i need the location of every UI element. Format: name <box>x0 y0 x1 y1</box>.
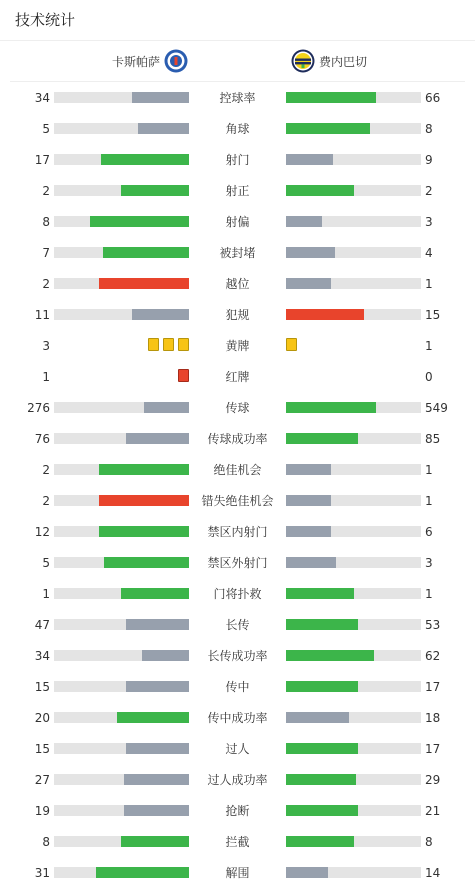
away-stat-value: 66 <box>425 91 441 105</box>
away-stat-bar <box>286 681 421 692</box>
stat-label: 门将扑救 <box>213 587 262 601</box>
away-stat-value: 3 <box>425 215 433 229</box>
yellow-card-icon <box>163 338 174 351</box>
home-stat-value: 8 <box>42 215 50 229</box>
home-stat-value: 7 <box>42 246 50 260</box>
away-stat-bar-fill <box>286 123 370 134</box>
home-stat-bar <box>54 185 189 196</box>
away-stat-bar <box>286 619 421 630</box>
home-stat-bar-fill <box>124 805 189 816</box>
home-stat-bar-fill <box>132 92 189 103</box>
stat-label: 射偏 <box>225 215 250 229</box>
away-stat-value: 2 <box>425 184 433 198</box>
stat-row <box>0 671 475 702</box>
stat-row <box>0 764 475 795</box>
away-stat-value: 8 <box>425 835 433 849</box>
home-stat-bar <box>54 557 189 568</box>
away-stat-value: 18 <box>425 711 441 725</box>
stat-row <box>0 423 475 454</box>
home-stat-bar <box>54 402 189 413</box>
home-stat-bar-fill <box>99 495 189 506</box>
home-stat-value: 17 <box>34 153 50 167</box>
stat-label: 过人 <box>225 742 250 756</box>
away-stat-bar <box>286 712 421 723</box>
home-stat-bar-fill <box>121 588 189 599</box>
stat-label: 射门 <box>225 153 250 167</box>
away-stat-bar-fill <box>286 154 333 165</box>
home-stat-bar-fill <box>90 216 189 227</box>
home-stat-bar <box>54 774 189 785</box>
yellow-card-icon <box>286 338 297 351</box>
stat-label: 长传 <box>225 618 250 632</box>
home-stat-bar-fill <box>142 650 189 661</box>
stat-row <box>0 237 475 268</box>
home-stat-value: 34 <box>34 91 50 105</box>
home-stat-value: 12 <box>34 525 50 539</box>
away-stat-bar-fill <box>286 743 358 754</box>
away-stat-bar-fill <box>286 92 376 103</box>
home-stat-value: 15 <box>34 680 50 694</box>
away-stat-bar-fill <box>286 836 354 847</box>
home-stat-bar-fill <box>99 278 189 289</box>
home-team-name: 卡斯帕萨 <box>111 54 160 69</box>
away-stat-value: 62 <box>425 649 441 663</box>
away-stat-value: 549 <box>425 401 448 415</box>
away-stat-bar-fill <box>286 588 354 599</box>
away-stat-bar <box>286 402 421 413</box>
away-stat-bar-fill <box>286 774 356 785</box>
home-stat-bar-fill <box>99 464 189 475</box>
away-stat-bar-fill <box>286 712 349 723</box>
away-stat-value: 15 <box>425 308 441 322</box>
away-stat-bar-fill <box>286 433 358 444</box>
away-stat-bar-fill <box>286 526 331 537</box>
away-stat-bar <box>286 526 421 537</box>
stat-row <box>0 268 475 299</box>
away-stat-bar-fill <box>286 464 331 475</box>
stat-row <box>0 516 475 547</box>
away-stat-value: 6 <box>425 525 433 539</box>
home-yellow-cards <box>148 338 189 352</box>
stat-label: 犯规 <box>225 308 250 322</box>
stat-row <box>0 299 475 330</box>
stat-row <box>0 454 475 485</box>
away-stat-value: 17 <box>425 680 441 694</box>
home-stat-value: 27 <box>34 773 50 787</box>
home-stat-bar <box>54 867 189 878</box>
home-stat-value: 31 <box>34 866 50 880</box>
home-stat-bar <box>54 650 189 661</box>
home-stat-bar-fill <box>126 743 189 754</box>
away-stat-bar <box>286 278 421 289</box>
stat-label: 禁区外射门 <box>207 556 268 570</box>
away-stat-value: 85 <box>425 432 441 446</box>
stat-row <box>0 826 475 857</box>
home-stat-bar-fill <box>121 836 189 847</box>
home-stat-bar <box>54 216 189 227</box>
home-stat-value: 5 <box>42 556 50 570</box>
home-stat-bar-fill <box>99 526 189 537</box>
away-team-name: 费内巴切 <box>319 54 368 69</box>
away-stat-bar <box>286 247 421 258</box>
home-stat-bar-fill <box>144 402 189 413</box>
away-stat-bar <box>286 92 421 103</box>
away-stat-value: 17 <box>425 742 441 756</box>
home-red-cards <box>178 369 189 383</box>
yellow-card-icon <box>148 338 159 351</box>
home-stat-bar <box>54 526 189 537</box>
away-stat-bar <box>286 774 421 785</box>
stat-row <box>0 547 475 578</box>
stat-row <box>0 640 475 671</box>
away-stat-bar <box>286 123 421 134</box>
kasimpasa-crest-icon <box>164 49 188 73</box>
away-stat-value: 0 <box>425 370 433 384</box>
stat-label: 过人成功率 <box>207 773 268 787</box>
stat-label: 被封堵 <box>219 246 256 260</box>
away-stat-value: 29 <box>425 773 441 787</box>
away-stat-value: 21 <box>425 804 441 818</box>
away-team[interactable] <box>291 41 367 81</box>
home-stat-bar <box>54 495 189 506</box>
home-stat-bar-fill <box>126 619 189 630</box>
away-stat-value: 14 <box>425 866 441 880</box>
stat-label: 传中 <box>225 680 250 694</box>
home-stat-bar-fill <box>121 185 189 196</box>
stat-label: 错失绝佳机会 <box>201 494 274 508</box>
away-stat-bar <box>286 650 421 661</box>
home-stat-bar <box>54 92 189 103</box>
home-stat-value: 11 <box>34 308 50 322</box>
home-stat-value: 47 <box>34 618 50 632</box>
home-stat-value: 15 <box>34 742 50 756</box>
home-stat-value: 8 <box>42 835 50 849</box>
away-stat-value: 4 <box>425 246 433 260</box>
stat-label: 黄牌 <box>225 339 250 353</box>
away-stat-value: 8 <box>425 122 433 136</box>
stat-row <box>0 361 475 392</box>
home-stat-value: 2 <box>42 494 50 508</box>
home-stat-bar <box>54 712 189 723</box>
home-stat-bar <box>54 805 189 816</box>
home-stat-bar-fill <box>104 557 189 568</box>
home-stat-bar-fill <box>126 681 189 692</box>
away-stat-bar <box>286 185 421 196</box>
stat-row <box>0 795 475 826</box>
home-stat-value: 20 <box>34 711 50 725</box>
stat-row <box>0 485 475 516</box>
away-stat-bar-fill <box>286 681 358 692</box>
stat-label: 拦截 <box>225 835 250 849</box>
home-stat-bar-fill <box>117 712 189 723</box>
stat-label: 解围 <box>225 866 250 880</box>
stat-label: 绝佳机会 <box>213 463 262 477</box>
home-stat-bar-fill <box>126 433 189 444</box>
stat-row <box>0 175 475 206</box>
yellow-card-icon <box>178 338 189 351</box>
stat-label: 红牌 <box>225 370 250 384</box>
away-stat-bar-fill <box>286 278 331 289</box>
stat-label: 射正 <box>225 184 250 198</box>
away-stat-bar <box>286 867 421 878</box>
away-stat-bar-fill <box>286 216 322 227</box>
away-stat-bar-fill <box>286 867 328 878</box>
stat-row <box>0 82 475 113</box>
home-stat-value: 34 <box>34 649 50 663</box>
away-stat-bar <box>286 464 421 475</box>
away-stat-bar <box>286 836 421 847</box>
home-stat-bar <box>54 588 189 599</box>
fenerbahce-crest-icon <box>291 49 315 73</box>
home-stat-value: 1 <box>42 370 50 384</box>
home-stat-bar <box>54 464 189 475</box>
stat-row <box>0 144 475 175</box>
home-stat-bar <box>54 743 189 754</box>
stat-label: 越位 <box>225 277 250 291</box>
home-stat-value: 3 <box>42 339 50 353</box>
stat-label: 禁区内射门 <box>207 525 268 539</box>
home-stat-value: 276 <box>27 401 50 415</box>
away-stat-bar <box>286 154 421 165</box>
home-stat-bar <box>54 433 189 444</box>
stat-label: 角球 <box>225 122 250 136</box>
home-stat-value: 2 <box>42 463 50 477</box>
home-stat-value: 76 <box>34 432 50 446</box>
home-stat-bar <box>54 278 189 289</box>
stat-label: 抢断 <box>225 804 250 818</box>
home-stat-bar <box>54 247 189 258</box>
away-stat-value: 1 <box>425 494 433 508</box>
away-stat-bar <box>286 495 421 506</box>
home-stat-bar-fill <box>101 154 189 165</box>
stat-row <box>0 206 475 237</box>
away-stat-bar-fill <box>286 185 354 196</box>
away-stat-value: 1 <box>425 463 433 477</box>
away-stat-value: 1 <box>425 339 433 353</box>
stat-row <box>0 330 475 361</box>
away-yellow-cards <box>286 338 297 352</box>
home-stat-bar <box>54 154 189 165</box>
away-stat-bar <box>286 557 421 568</box>
away-stat-value: 53 <box>425 618 441 632</box>
home-stat-bar <box>54 123 189 134</box>
home-stat-bar-fill <box>96 867 189 878</box>
away-stat-value: 1 <box>425 587 433 601</box>
away-stat-bar-fill <box>286 495 331 506</box>
stat-label: 控球率 <box>219 91 256 105</box>
stat-row <box>0 392 475 423</box>
team-header <box>10 41 465 82</box>
home-stat-bar <box>54 309 189 320</box>
home-stat-value: 5 <box>42 122 50 136</box>
home-stat-value: 2 <box>42 277 50 291</box>
home-stat-bar <box>54 681 189 692</box>
away-stat-bar <box>286 743 421 754</box>
home-team[interactable] <box>112 41 188 81</box>
stat-row <box>0 609 475 640</box>
away-stat-value: 3 <box>425 556 433 570</box>
stat-row <box>0 733 475 764</box>
red-card-icon <box>178 369 189 382</box>
home-stat-bar <box>54 836 189 847</box>
stat-label: 传球 <box>225 401 250 415</box>
stat-row <box>0 578 475 609</box>
stat-row <box>0 113 475 144</box>
away-stat-bar-fill <box>286 619 358 630</box>
away-stat-bar-fill <box>286 805 358 816</box>
away-stat-bar-fill <box>286 402 376 413</box>
away-stat-bar-fill <box>286 650 374 661</box>
home-stat-bar <box>54 619 189 630</box>
away-stat-bar-fill <box>286 309 364 320</box>
away-stat-bar <box>286 309 421 320</box>
stat-row <box>0 857 475 888</box>
home-stat-bar-fill <box>103 247 189 258</box>
home-stat-value: 1 <box>42 587 50 601</box>
away-stat-bar-fill <box>286 247 335 258</box>
away-stat-bar <box>286 216 421 227</box>
stat-label: 传中成功率 <box>207 711 268 725</box>
away-stat-bar <box>286 588 421 599</box>
stats-list <box>0 82 475 888</box>
page-title: 技术统计 <box>0 0 475 41</box>
away-stat-bar <box>286 433 421 444</box>
home-stat-bar-fill <box>138 123 189 134</box>
stat-row <box>0 702 475 733</box>
home-stat-bar-fill <box>124 774 189 785</box>
home-stat-value: 19 <box>34 804 50 818</box>
away-stat-bar <box>286 805 421 816</box>
away-stat-value: 9 <box>425 153 433 167</box>
away-stat-bar-fill <box>286 557 336 568</box>
home-stat-value: 2 <box>42 184 50 198</box>
stat-label: 传球成功率 <box>207 432 268 446</box>
stat-label: 长传成功率 <box>207 649 268 663</box>
home-stat-bar-fill <box>132 309 189 320</box>
away-stat-value: 1 <box>425 277 433 291</box>
